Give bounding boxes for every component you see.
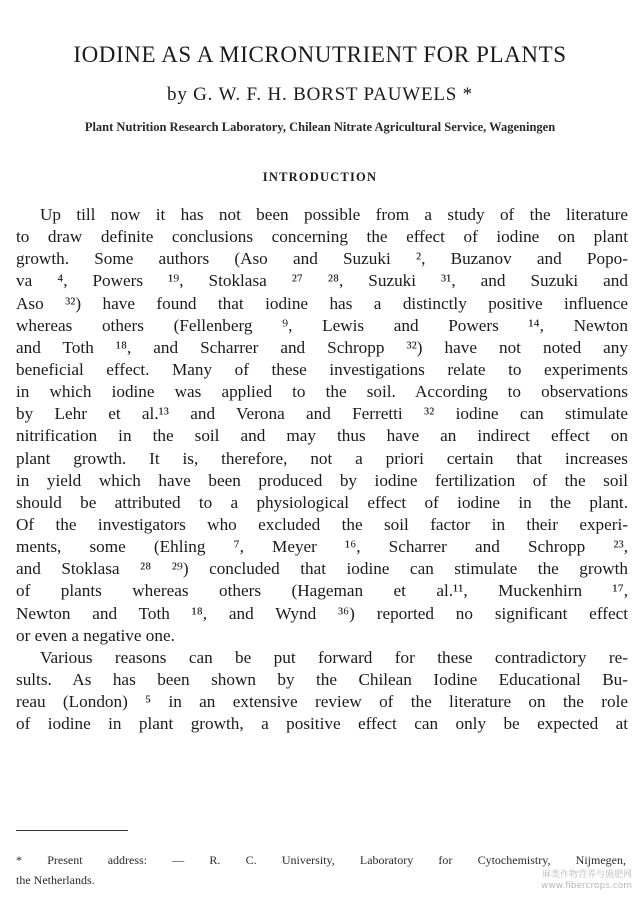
body-line: in which iodine was applied to the soil. According to observations [16,382,628,402]
body-line: by Lehr et al.¹³ and Verona and Ferretti ³² iodine can stimulate [16,404,628,424]
body-line: sults. As has been shown by the Chilean Iodine Educational Bu- [16,669,628,689]
body-line: Various reasons can be put forward for these contradictory re- [40,647,628,667]
body-text [16,204,628,735]
body-line: in yield which have been produced by iodine fertilization of the soil [16,470,628,490]
footnote-divider [16,830,128,831]
body-line: of plants whereas others (Hageman et al.¹¹, Muckenhirn ¹⁷, [16,581,628,601]
body-line: plant growth. It is, therefore, not a priori certain that increases [16,448,628,468]
body-line: Newton and Toth ¹⁸, and Wynd ³⁶) reported no significant effect [16,603,628,623]
body-line: ments, some (Ehling ⁷, Meyer ¹⁶, Scharrer and Schropp ²³, [16,537,628,557]
body-line: of iodine in plant growth, a positive effect can only be expected at [16,714,628,734]
body-line: and Toth ¹⁸, and Scharrer and Schropp ³²) have not noted any [16,337,628,357]
body-line: or even a negative one. [16,625,175,645]
author-byline: by G. W. F. H. BORST PAUWELS * [167,84,473,105]
body-line: Aso ³²) have found that iodine has a distinctly positive influence [16,293,628,313]
body-line: Of the investigators who excluded the soil factor in their experi- [16,514,628,534]
site-watermark [541,870,632,892]
body-line: to draw definite conclusions concerning the effect of iodine on plant [16,227,628,247]
body-line: growth. Some authors (Aso and Suzuki ², Buzanov and Popo- [16,249,628,269]
body-line: and Stoklasa ²⁸ ²⁹) concluded that iodine can stimulate the growth [16,559,628,579]
body-line: Up till now it has not been possible from a study of the literature [40,205,628,224]
watermark-line: 麻类作物营养与施肥网 [541,870,632,880]
body-line: nitrification in the soil and may thus have an indirect effect on [16,426,628,446]
footnote-line: * Present address: — R. C. University, Laboratory for Cytochemistry, Nijmegen, [16,853,626,867]
author-affiliation: Plant Nutrition Research Laboratory, Chilean Nitrate Agricultural Service, Wageningen [84,120,556,134]
body-line: should be attributed to a physiological effect of iodine in the plant. [16,492,628,512]
body-line: reau (London) ⁵ in an extensive review of the literature on the role [16,692,628,712]
footnote [16,850,626,890]
watermark-line: www.fibercrops.com [541,881,632,891]
body-line: beneficial effect. Many of these investigations relate to experiments [16,359,628,379]
section-heading: INTRODUCTION [262,170,378,184]
body-line: va ⁴, Powers ¹⁹, Stoklasa ²⁷ ²⁸, Suzuki ³¹, and Suzuki and [16,271,628,291]
footnote-line: the Netherlands. [16,873,95,887]
paper-title: IODINE AS A MICRONUTRIENT FOR PLANTS [73,42,567,67]
body-line: whereas others (Fellenberg ⁹, Lewis and Powers ¹⁴, Newton [16,315,628,335]
